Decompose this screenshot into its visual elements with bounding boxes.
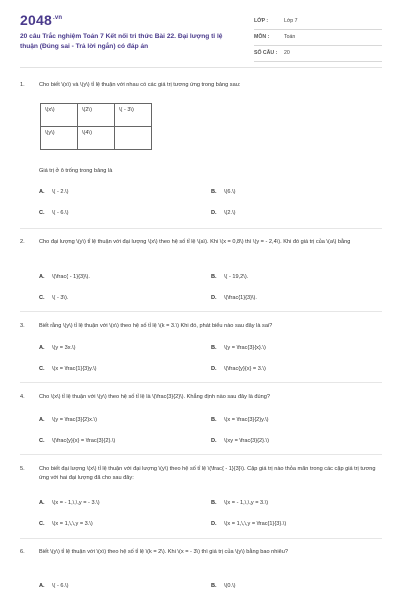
divider — [20, 228, 382, 229]
info-row-subject: MÔN : Toán — [254, 30, 382, 46]
question-text: Cho biết \(x\) và \(y\) tỉ lệ thuận với nhau có các giá trị tương ứng trong bảng sau: — [39, 82, 241, 88]
question-5: 5. Cho biết đại lượng \(x\) tỉ lệ thuận với đại lượng \(y\) theo hệ số tỉ lệ \(\frac{ - 1}{3}\). Cặp giá trị nào thỏa mãn trong các cặp giá trị tương ứng với hai đại lượng đã cho sau đây: — [20, 465, 382, 483]
option-a[interactable]: A. \( - 6.\) — [39, 583, 69, 589]
table-row — [41, 127, 152, 150]
question-1: 1. Cho biết \(x\) và \(y\) tỉ lệ thuận với nhau có các giá trị tương ứng trong bảng sau: — [20, 81, 382, 90]
divider — [20, 382, 382, 383]
table-cell: \(2\) — [78, 104, 115, 127]
table-cell — [115, 127, 152, 150]
option-b[interactable]: B. \(x = - 1,\,\,y = 3.\) — [211, 500, 269, 506]
divider — [20, 538, 382, 539]
table-cell: \(x\) — [41, 104, 78, 127]
table-cell: \( - 3\) — [115, 104, 152, 127]
option-c[interactable]: C. \( - 3\). — [39, 295, 69, 301]
option-b[interactable]: B. \(y = \frac{3}{x}.\) — [211, 345, 266, 351]
table-row — [41, 104, 152, 127]
site-logo[interactable]: $2048^{.vn}$ — [20, 12, 63, 28]
option-a[interactable]: A. \(\frac{ - 1}{3}\). — [39, 274, 90, 280]
question-2: 2. Cho đại lượng \(y\) tỉ lệ thuận với đại lượng \(x\) theo hệ số tỉ lệ \(a\). Khi \(x = 0,8\) thì \(y = - 2,4\). Khi đó giá trị của \(a\) bằng — [20, 238, 382, 247]
option-d[interactable]: D. \(2.\) — [211, 210, 236, 216]
question-text: Cho biết đại lượng \(x\) tỉ lệ thuận với đại lượng \(y\) theo hệ số tỉ lệ \(\frac{ - 1}{3}\). Cặp giá trị nào thỏa mãn trong các cặp giá trị tương ứng với hai đại lượng đã cho sau đây: — [39, 466, 376, 481]
question-text: Biết rằng \(y\) tỉ lệ thuận với \(x\) theo hệ số tỉ lệ \(k = 3.\) Khi đó, phát biểu nào sau đây là sai? — [39, 323, 273, 329]
table-cell: \(4\) — [78, 127, 115, 150]
option-a[interactable]: A. \( - 2.\) — [39, 189, 69, 195]
info-panel — [254, 14, 382, 62]
option-d[interactable]: D. \(xy = \frac{3}{2}.\) — [211, 438, 269, 444]
question-text: Biết \(y\) tỉ lệ thuận với \(x\) theo hệ số tỉ lệ \(k = 2\). Khi \(x = - 3\) thì giá trị của \(y\) bằng bao nhiêu? — [39, 549, 288, 555]
option-b[interactable]: B. \(x = \frac{3}{2}y.\) — [211, 417, 269, 423]
value-table — [40, 103, 152, 150]
option-a[interactable]: A. \(y = \frac{3}{2}x.\) — [39, 417, 97, 423]
option-c[interactable]: C. \(x = 1,\,\,y = 3.\) — [39, 521, 93, 527]
option-c[interactable]: C. \( - 6.\) — [39, 210, 69, 216]
option-a[interactable]: A. \(y = 3x.\) — [39, 345, 76, 351]
question-text: Cho đại lượng \(y\) tỉ lệ thuận với đại lượng \(x\) theo hệ số tỉ lệ \(a\). Khi \(x = 0,8\) thì \(y = - 2,4\). Khi đó giá trị của \(a\) bằng — [39, 239, 351, 245]
question-subtext: Giá trị ở ô trống trong bảng là — [39, 168, 113, 174]
option-a[interactable]: A. \(x = - 1,\,\,y = - 3.\) — [39, 500, 100, 506]
option-c[interactable]: C. \(x = \frac{1}{3}y.\) — [39, 366, 97, 372]
question-4: 4. Cho \(x\) tỉ lệ thuận với \(y\) theo hệ số tỉ lệ là \(\frac{3}{2}\). Khẳng định nào sau đây là đúng? — [20, 393, 382, 402]
option-d[interactable]: D. \(\frac{y}{x} = 3.\) — [211, 366, 266, 372]
header-divider — [20, 67, 382, 68]
divider — [20, 311, 382, 312]
table-cell: \(y\) — [41, 127, 78, 150]
page-header — [0, 0, 400, 62]
divider — [20, 454, 382, 455]
option-b[interactable]: B. \( - 19,2\). — [211, 274, 249, 280]
option-b[interactable]: B. \(0.\) — [211, 583, 236, 589]
question-3: 3. Biết rằng \(y\) tỉ lệ thuận với \(x\) theo hệ số tỉ lệ \(k = 3.\) Khi đó, phát biểu nào sau đây là sai? — [20, 322, 382, 331]
info-row-class: LỚP : Lớp 7 — [254, 14, 382, 30]
question-text: Cho \(x\) tỉ lệ thuận với \(y\) theo hệ số tỉ lệ là \(\frac{3}{2}\). Khẳng định nào sau đây là đúng? — [39, 394, 270, 400]
option-d[interactable]: D. \(\frac{1}{3}\). — [211, 295, 257, 301]
info-row-count: SỐ CÂU : 20 — [254, 46, 382, 62]
option-b[interactable]: B. \(6.\) — [211, 189, 236, 195]
question-6: 6. Biết \(y\) tỉ lệ thuận với \(x\) theo hệ số tỉ lệ \(k = 2\). Khi \(x = - 3\) thì giá trị của \(y\) bằng bao nhiêu? — [20, 548, 382, 557]
page-title: 20 câu Trắc nghiệm Toán 7 Kết nối tri thức Bài 22. Đại lượng tỉ lệ thuận (Đúng sai - Trả lời ngắn) có đáp án — [20, 33, 223, 50]
option-c[interactable]: C. \(\frac{y}{x} = \frac{3}{2}.\) — [39, 438, 116, 444]
option-d[interactable]: D. \(x = 1,\,\,y = \frac{1}{3}.\) — [211, 521, 287, 527]
